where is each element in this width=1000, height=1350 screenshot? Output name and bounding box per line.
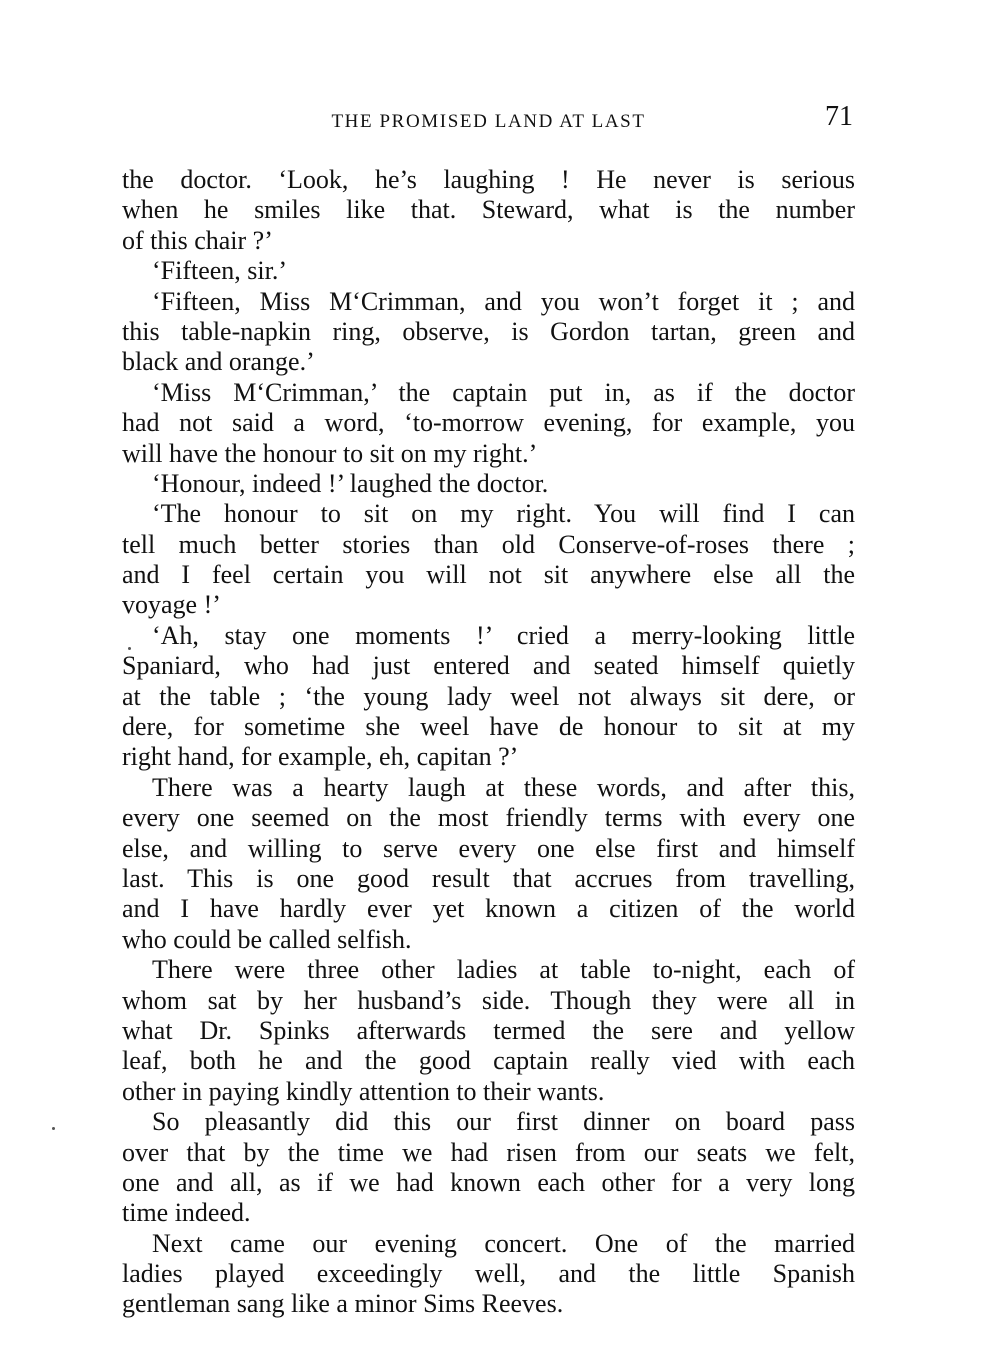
text-line: else, and willing to serve every one else first and himself [122, 833, 855, 863]
text-line: leaf, both he and the good captain really vied with each [122, 1046, 855, 1076]
text-line: and I have hardly ever yet known a citizen of the world [122, 894, 855, 924]
text-line: will have the honour to sit on my right.’ [122, 438, 538, 468]
text-line: every one seemed on the most friendly terms with every one [122, 803, 855, 833]
body-text [122, 165, 855, 1320]
text-line: who could be called selfish. [122, 924, 412, 954]
page-header [122, 101, 855, 141]
text-line: gentleman sang like a minor Sims Reeves. [122, 1289, 564, 1319]
text-line: voyage !’ [122, 590, 221, 620]
running-title: THE PROMISED LAND AT LAST [331, 111, 646, 132]
text-line: of this chair ?’ [122, 225, 273, 255]
text-line: whom sat by her husband’s side. Though they were all in [122, 985, 855, 1015]
text-line: Spaniard, who had just entered and seated himself quietly [122, 651, 855, 681]
text-line: at the table ; ‘the young lady weel not always sit dere, or [122, 681, 855, 711]
text-line: the doctor. ‘Look, he’s laughing ! He never is serious [122, 165, 855, 194]
text-line: right hand, for example, eh, capitan ?’ [122, 742, 519, 772]
text-line: ‘Honour, indeed !’ laughed the doctor. [152, 468, 549, 498]
text-line: this table-napkin ring, observe, is Gordon tartan, green and [122, 316, 855, 346]
text-line: had not said a word, ‘to-morrow evening, for example, you [122, 408, 855, 438]
page-number: 71 [825, 101, 853, 132]
text-line: when he smiles like that. Steward, what is the number [122, 195, 855, 225]
text-line: tell much better stories than old Conserve-of-roses there ; [122, 529, 855, 559]
text-line: So pleasantly did this our first dinner on board pass [152, 1107, 855, 1137]
text-line: ‘Miss M‘Crimman,’ the captain put in, as if the doctor [152, 377, 855, 407]
print-speck [128, 647, 131, 650]
text-line: what Dr. Spinks afterwards termed the sere and yellow [122, 1015, 855, 1045]
text-line: dere, for sometime she weel have de honour to sit at my [122, 712, 855, 742]
text-line: and I feel certain you will not sit anywhere else all the [122, 560, 855, 590]
text-line: one and all, as if we had known each other for a very long [122, 1167, 855, 1197]
text-line: last. This is one good result that accrues from travelling, [122, 863, 855, 893]
text-line: ‘Fifteen, Miss M‘Crimman, and you won’t forget it ; and [152, 286, 855, 316]
text-line: ‘The honour to sit on my right. You will find I can [152, 499, 855, 529]
print-speck [52, 1127, 55, 1130]
text-line: black and orange.’ [122, 347, 315, 377]
text-line: over that by the time we had risen from our seats we felt, [122, 1137, 855, 1167]
text-line: time indeed. [122, 1198, 251, 1228]
text-line: There were three other ladies at table to-night, each of [152, 955, 855, 985]
text-line: other in paying kindly attention to their wants. [122, 1076, 605, 1106]
text-line: ladies played exceedingly well, and the little Spanish [122, 1259, 855, 1289]
text-line: ‘Fifteen, sir.’ [152, 256, 288, 286]
text-line: Next came our evening concert. One of the married [152, 1228, 855, 1258]
text-line: ‘Ah, stay one moments !’ cried a merry-looking little [152, 620, 855, 650]
text-line: There was a hearty laugh at these words, and after this, [152, 772, 855, 802]
